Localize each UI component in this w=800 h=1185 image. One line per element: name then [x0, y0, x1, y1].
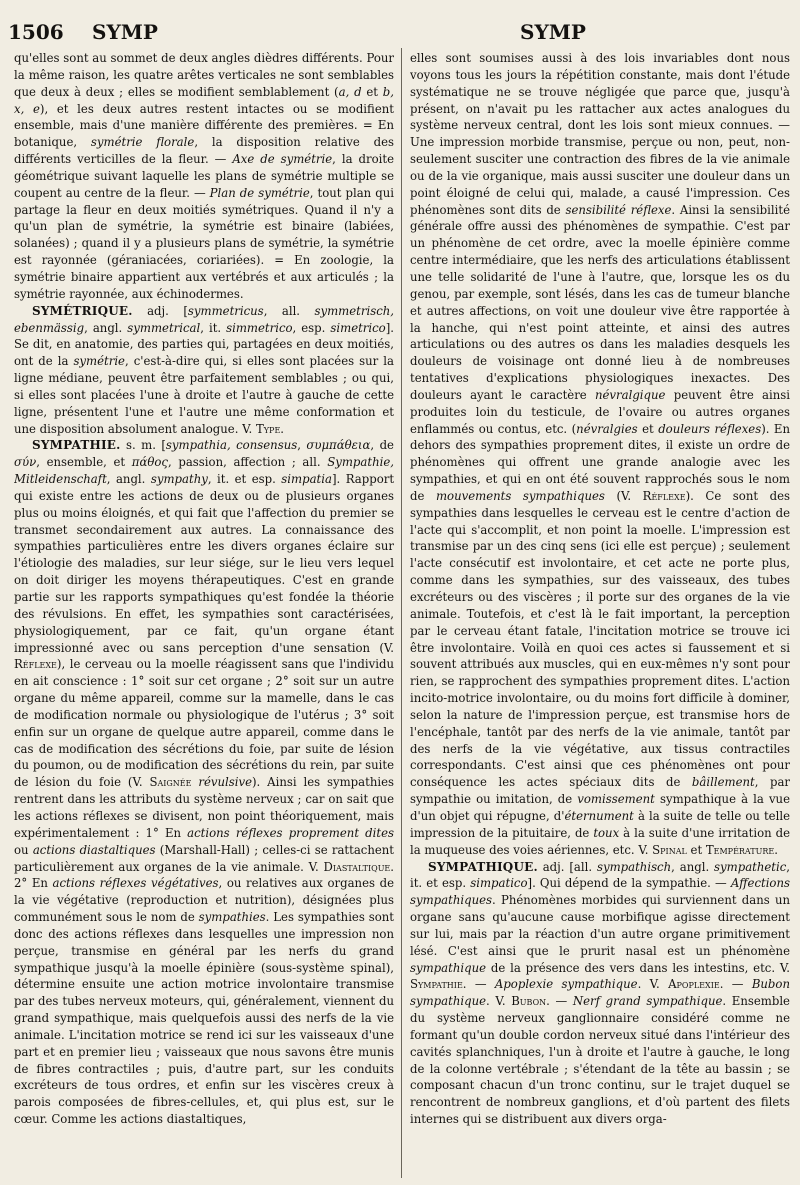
italic-term: sympathetic	[714, 859, 787, 874]
text-run: , passion, affection ; all.	[167, 455, 328, 470]
paragraph	[410, 859, 790, 1129]
text-run: ]. Rapport qui existe entre les actions de deux ou de plusieurs organes plus ou moins éloignés, et qui fait que l'affection du premier se transmet secondairement aux autres. La connaissance des sympathies particulières entre les divers organes éclaire sur l'étiologie des maladies, sur leur siége, sur le lieu vers lequel on doit diriger les moyens thérapeutiques. C'est en grande partie sur les rapports sympathiques qu'est fondée la théorie des révulsions. En effet, les sympathies sont caractérisées, physiologiquement, par ce fait, qu'un organe étant impressionné avec ou sans perception d'une sensation (V.	[14, 472, 394, 655]
text-run: de la présence des vers dans les intestins, etc. V.	[486, 960, 790, 975]
text-run: ou	[14, 842, 33, 857]
text-run: .	[280, 421, 285, 436]
italic-term: simmetrico	[226, 320, 293, 335]
text-run: . Ainsi la sensibilité générale offre aussi des phénomènes de sympathie. C'est par un phénomène de cet ordre, avec la moelle épinière comme centre intermédiaire, que les nerfs des articulations établissent une telle solidarité de l'une à l'autre, que, lorsque les os du genou, par exemple, sont lésés, dans les cas de tumeur blanche et autres affections, on voit une douleur vive être rapportée à la hanche, qui n'est point atteinte, et ainsi des autres articulations ou des autres os dans les maladies desquels les douleurs de voisinage ont donné lieu à de nombreuses tentatives d'explications physiologiques inexactes. Des douleurs ayant le caractère	[410, 202, 790, 402]
text-run: elles sont soumises aussi à des lois invariables dont nous voyons tous les jours la répétition constante, mais dont l'étude systématique ne se trouve négligée que parce que, jusqu'à présent, on n'avait pu les rattacher aux actes analogues du système nerveux central, dont les lois sont mieux connues. — Une impression morbide transmise, perçue ou non, peut, non-seulement susciter une contraction des fibres de la vie animale ou de la vie organique, mais aussi susciter une douleur dans un point éloigné de celui qui, malade, a causé l'impression. Ces phénomènes sont dits de	[410, 51, 790, 217]
italic-term: Nerf grand sympathique	[572, 994, 723, 1009]
italic-term: symmetricus	[187, 303, 264, 318]
text-run: qu'elles sont au sommet de deux angles dièdres différents. Pour la même raison, les quatre arêtes verticales ne sont semblables que deux à deux ; elles se modifient semblablement (	[14, 51, 394, 99]
text-run: (Marshall-Hall) ; celles-ci se rattachent particulièrement aux organes de la vie animale. V.	[14, 842, 394, 874]
italic-term: σύν	[14, 455, 37, 470]
text-run: , tout plan qui partage la fleur en deux moitiés symétriques. Quand il n'y a qu'un plan de symétrie, la symétrie est binaire (labiées, solanées) ; quand il y a plusieurs plans de symétrie, la symétrie est rayonnée (géraniacées, coriariées). = En zoologie, la symétrie binaire appartient aux vertébrés et aux articulés ; la symétrie rayonnée, aux échinodermes.	[14, 185, 394, 301]
italic-term: simpatia	[281, 472, 332, 487]
text-run: ). Ainsi les sympathies rentrent dans les attributs du système nerveux ; car on sait que les actions réflexes se divisent, non point théoriquement, mais expérimentalement : 1° En	[14, 775, 394, 840]
running-head-right: SYMP	[520, 20, 586, 44]
text-run: peuvent être ainsi produites loin du testicule, de l'ovaire ou autres organes enflammés ou contus, etc. (	[410, 387, 790, 436]
cross-reference: Température	[705, 842, 775, 857]
text-run: .	[774, 842, 778, 857]
paragraph	[14, 50, 394, 303]
text-run: . V.	[486, 994, 512, 1009]
paragraph	[14, 437, 394, 1128]
italic-term: Bubon sympathique	[410, 977, 790, 1009]
paragraph	[14, 303, 394, 438]
cross-reference: Type	[255, 421, 281, 436]
text-run: , de	[370, 438, 394, 453]
italic-term: névralgies	[576, 421, 638, 436]
italic-term: actions réflexes végétatives	[52, 876, 219, 891]
italic-term: simetrico	[330, 320, 386, 335]
text-run: . Ensemble du système nerveux ganglionnaire considéré comme ne formant qu'un double cordon nerveux situé dans l'intérieur des cavités splanchniques, l'un à droite et l'autre à gauche, le long de la colonne vertébrale ; s'étendant de la tête au bassin ; se composant chacun d'un tronc continu, sur le trajet duquel se rencontrent de nombreux ganglions, et d'où partent des filets internes qui se distribuent aux divers orga-	[410, 994, 790, 1127]
italic-term: douleurs réflexes	[658, 421, 762, 436]
text-run: adj. [	[132, 303, 188, 318]
text-run: ]. Qui dépend de la sympathie. —	[527, 876, 731, 891]
italic-term: sympathisch	[596, 859, 672, 874]
italic-term: b, x, e	[14, 84, 394, 116]
text-run: , ensemble, et	[36, 455, 132, 470]
text-run: , par sympathie ou imitation, de	[410, 775, 790, 807]
italic-term: sensibilité réflexe	[565, 202, 672, 217]
cross-reference: Spinal	[652, 842, 687, 857]
text-run: à la suite d'une irritation de la muqueuse des voies aériennes, etc. V.	[410, 825, 790, 857]
cross-reference: Saignée	[149, 775, 192, 790]
text-run: , esp.	[292, 320, 331, 335]
cross-reference: Réflexe	[14, 657, 57, 672]
italic-term: vomissement	[577, 792, 655, 807]
page-number: 1506	[8, 20, 64, 44]
text-run: , angl.	[671, 859, 715, 874]
italic-term: Plan de symétrie	[209, 185, 310, 200]
italic-term: bâillement	[691, 775, 755, 790]
left-column	[14, 50, 394, 1180]
text-run: , angl.	[106, 472, 151, 487]
italic-term: Sympathie, Mitleidenschaft	[14, 455, 394, 487]
italic-term: toux	[593, 825, 620, 840]
text-run: ), et les deux autres restent intactes ou se modifient ensemble, mais d'une manière différente des premières. = En botanique,	[14, 101, 394, 150]
text-run: à la suite de telle ou telle impression de la pituitaire, de	[410, 808, 790, 840]
text-run: ). En dehors des sympathies proprement dites, il existe un ordre de phénomènes qui offrent une grande analogie avec les sympathies, et qui en ont été souvent rapprochés sous le nom de	[410, 421, 790, 503]
italic-term: mouvements sympathiques	[435, 488, 605, 503]
italic-term: actions diastaltiques	[32, 842, 156, 857]
italic-term: Axe de symétrie	[232, 152, 333, 167]
text-run: et	[637, 421, 659, 436]
italic-term: actions réflexes proprement dites	[187, 825, 394, 840]
italic-term: révulsive	[198, 775, 252, 790]
cross-reference: Sympathie	[410, 977, 463, 992]
cross-reference: Réflexe	[642, 488, 686, 503]
italic-term: sympathia, consensus	[165, 438, 298, 453]
text-run: , la disposition relative des différents verticilles de la fleur. —	[14, 135, 394, 167]
text-run: , c'est-à-dire qui, si elles sont placées sur la ligne médiane, peuvent être parfaitement semblables ; ou qui, si elles sont placées l'une à droite et l'autre à gauche de cette ligne, présentent l'une et l'autre une même conformation et une disposition absolument analogue. V.	[14, 354, 394, 436]
running-head-left: SYMP	[92, 20, 158, 44]
text-run: , it. et esp.	[410, 859, 790, 891]
italic-term: Affections sympathiques	[410, 876, 790, 908]
page-header	[0, 20, 800, 48]
entry-headword: SYMÉTRIQUE.	[32, 303, 133, 318]
text-run: . 2° En	[14, 859, 394, 891]
text-run: . V.	[637, 977, 669, 992]
italic-term: sympathy	[150, 472, 208, 487]
text-run: (V.	[604, 488, 643, 503]
italic-term: πάθος	[131, 455, 168, 470]
italic-term: symétrie florale	[90, 135, 195, 150]
italic-term: simpatico	[470, 876, 528, 891]
text-run: , it. et esp.	[207, 472, 282, 487]
italic-term: névralgique	[594, 387, 666, 402]
italic-term: symétrie	[73, 354, 125, 369]
paragraph	[410, 50, 790, 859]
italic-term: sympathies	[198, 910, 266, 925]
text-run: ). Ce sont des sympathies dans lesquelles le cerveau est le centre d'action de l'acte qui s'accomplit, et non point la moelle. L'impression est transmise par un des cinq sens (ici elle est perçue) ; seulement l'acte consécutif est involontaire, et cet acte ne porte plus, comme dans les sympathies, sur des vaisseaux, des tubes excréteurs ou des viscères ; il porte sur des organes de la vie animale. Toutefois, et c'est là le fait important, la perception par le cerveau étant fatale, l'incitation motrice se trouve ici être involontaire. Voilà en quoi ces actes si faussement et si souvent attribués aux muscles, qui en eux-mêmes n'y sont pour rien, se rapprochent des sympathies proprement dites. L'action incito-motrice involontaire, ou du moins fort difficile à dominer, selon la nature de l'impression perçue, est transmise hors de l'encéphale, tantôt par des nerfs de la vie animale, tantôt par des nerfs de la vie végétative, aux tissus contractiles correspondants. C'est ainsi que ces phénomènes ont pour conséquence les actes spéciaux dits de	[410, 488, 790, 790]
italic-term: Apoplexie sympathique	[494, 977, 638, 992]
text-run: , all.	[263, 303, 315, 318]
text-run: adj. [all.	[537, 859, 597, 874]
cross-reference: Diastaltique	[323, 859, 391, 874]
text-run: ]. Se dit, en anatomie, des parties qui, partagées en deux moitiés, ont de la	[14, 320, 394, 369]
italic-term: συμπάθεια	[306, 438, 371, 453]
text-run: . Les sympathies sont donc des actions réflexes dans lesquelles une impression non perçue, transmise en général par les nerfs du grand sympathique jusqu'à la moelle épinière (sous-système spinal), détermine ensuite une action motrice involontaire transmise par des tubes nerveux moteurs, qui, généralement, viennent du grand sympathique, mais quelquefois aussi des nerfs de la vie animale. L'incitation motrice se rend ici sur les vaisseaux d'une part et en premier lieu ; vaisseaux que nous savons être munis de fibres contractiles ; puis, d'autre part, sur les conduits excréteurs de tous ordres, et enfin sur les viscères creux à parois composées de fibres-cellules, et, qui plus est, sur le cœur. Comme les actions diastaltiques,	[14, 910, 394, 1127]
text-run: ,	[297, 438, 307, 453]
text-run: . —	[719, 977, 752, 992]
italic-term: sympathique	[410, 960, 487, 975]
cross-reference: Bubon	[511, 994, 547, 1009]
cross-reference: Apoplexie	[668, 977, 720, 992]
text-run: , it.	[200, 320, 227, 335]
entry-headword: SYMPATHIE.	[32, 438, 121, 453]
italic-term: a, d	[338, 84, 362, 99]
italic-term: symmetrisch, ebenmässig	[14, 303, 394, 335]
column-divider	[401, 48, 402, 1178]
text-run: . —	[546, 994, 573, 1009]
text-run: . Phénomènes morbides qui surviennent dans un organe sans qu'aucune cause morbifique agisse directement sur lui, mais par la réaction d'un autre organe primitivement lésé. C'est ainsi que le prurit nasal est un phénomène	[410, 893, 790, 958]
text-run: et	[686, 842, 706, 857]
italic-term: symmetrical	[127, 320, 201, 335]
text-run: . —	[462, 977, 495, 992]
right-column	[410, 50, 790, 1180]
text-run: s. m. [	[120, 438, 166, 453]
entry-headword: SYMPATHIQUE.	[428, 859, 538, 874]
text-run: , la droite géométrique suivant laquelle les plans de symétrie multiple se coupent au centre de la fleur. —	[14, 152, 394, 200]
text-run: et	[361, 84, 383, 99]
text-run: , angl.	[84, 320, 128, 335]
italic-term: éternument	[564, 808, 634, 823]
text-run: ), le cerveau ou la moelle réagissent sans que l'individu en ait conscience : 1° soit sur cet organe ; 2° soit sur un autre organe du même appareil, comme sur la mamelle, dans le cas de modification normale ou physiologique de l'utérus ; 3° soit enfin sur un organe de quelque autre appareil, comme dans le cas de modification des sécrétions du foie, par suite de lésion du poumon, ou de modification des sécrétions du rein, par suite de lésion du foie (V.	[14, 657, 394, 790]
text-run: sympathique à la vue d'un objet qui répugne, d'	[410, 792, 790, 823]
text-run: , ou relatives aux organes de la vie végétative (reproduction et nutrition), désignées plus communément sous le nom de	[14, 876, 394, 925]
